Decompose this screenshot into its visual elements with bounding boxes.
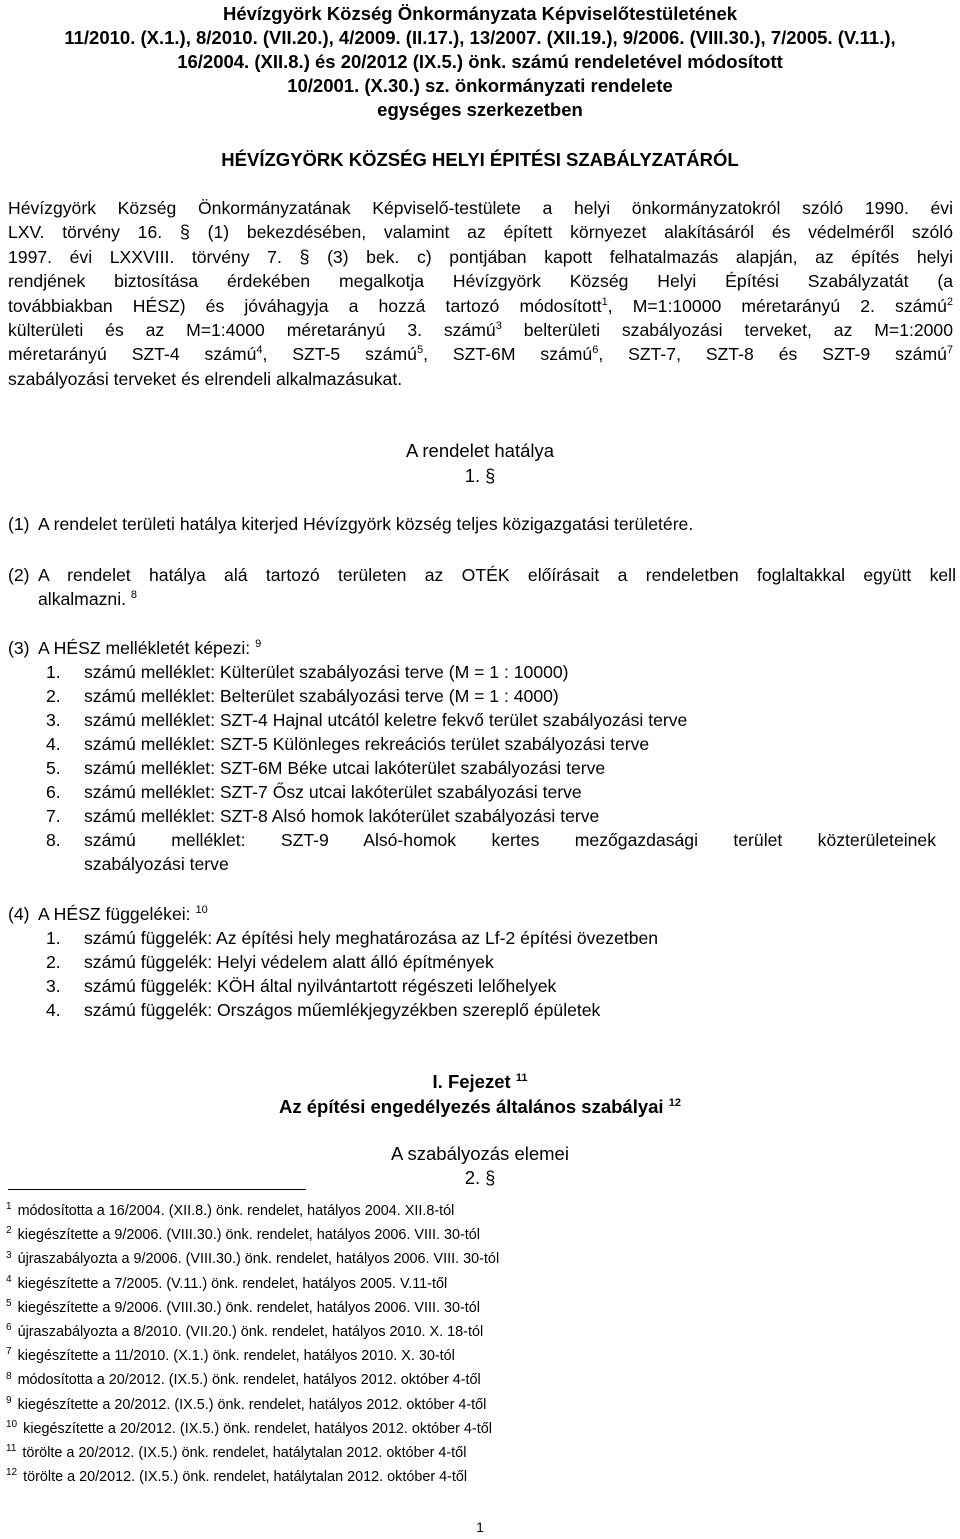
footnote-ref[interactable]: 5: [416, 344, 424, 357]
footnote-ref[interactable]: 6: [592, 344, 599, 357]
paragraph-1: (1) A rendelet területi hatálya kiterjed Hévízgyörk község teljes közigazgatási területére.: [8, 514, 694, 534]
list-item: 3. számú függelék: KÖH által nyilvántartott régészeti lelőhelyek: [46, 976, 557, 996]
footnote: $^7$ kiegészítette a 11/2010. (X.1.) önk. rendelet, hatályos 2010. X. 30-tól: [6, 1346, 455, 1365]
footnote-ref[interactable]: 9: [255, 638, 262, 651]
preamble-line: továbbiakban HÉSZ) és jóváhagyja a hozzá tartozó módosított$^1$, M=1:10000 méretarányú 2. számú$^2$: [8, 295, 953, 316]
list-item: 7. számú melléklet: SZT-8 Alsó homok lakóterület szabályozási terve: [46, 806, 600, 826]
section-heading: A rendelet hatálya: [405, 440, 555, 461]
list-item: 2. számú függelék: Helyi védelem alatt álló építmények: [46, 952, 494, 972]
footnote-ref[interactable]: 12: [668, 1096, 681, 1109]
document-header: [0, 2, 960, 122]
footnote: $^9$ kiegészítette a 20/2012. (IX.5.) önk. rendelet, hatályos 2012. október 4-től: [6, 1394, 487, 1413]
preamble-line: Hévízgyörk Község Önkormányzatának Képviselő-testülete a helyi önkormányzatokról szóló 1990. évi: [8, 198, 953, 218]
paragraph-4: (4) A HÉSZ függelékei: $^{10}$: [8, 904, 208, 924]
footnote-ref[interactable]: 3: [495, 320, 502, 333]
footnotes: [6, 1199, 906, 1489]
footnote: $^4$ kiegészítette a 7/2005. (V.11.) önk. rendelet, hatályos 2005. V.11-től: [6, 1273, 448, 1292]
header-line: 11/2010. (X.1.), 8/2010. (VII.20.), 4/2009. (II.17.), 13/2007. (XII.19.), 9/2006. (VIII.30.), 7/2005. (V.11.),: [64, 27, 896, 48]
header-line: 16/2004. (XII.8.) és 20/2012 (IX.5.) önk. számú rendeletével módosított: [177, 51, 783, 72]
preamble-line: szabályozási terveket és elrendeli alkalmazásukat.: [8, 368, 403, 389]
section-heading: A szabályozás elemei: [391, 1143, 569, 1164]
footnote-divider: [8, 1189, 306, 1190]
section-sign-icon: §: [299, 246, 310, 267]
preamble-line: 1997. évi LXXVIII. törvény 7. § (3) bek. c) pontjában kapott felhatalmazás alapján, az építés helyi: [8, 246, 953, 267]
footnote-ref[interactable]: 2: [946, 295, 953, 308]
page-number: 1: [476, 1519, 484, 1535]
header-line: 10/2001. (X.30.) sz. önkormányzati rendelete: [287, 75, 673, 96]
list-item: 4. számú függelék: Országos műemlékjegyzékben szereplő épületek: [46, 1000, 601, 1020]
section-number: 2. §: [464, 1167, 496, 1188]
paragraph-2: (2) A rendelet hatálya alá tartozó területen az OTÉK előírásait a rendeletben foglaltakkal együtt kell alkalmazni. $^8$: [8, 565, 956, 609]
list-item: 5. számú melléklet: SZT-6M Béke utcai lakóterület szabályozási terve: [46, 758, 606, 778]
footnote: $^3$ újraszabályozta a 9/2006. (VIII.30.) önk. rendelet, hatályos 2006. VIII. 30-tól: [6, 1249, 500, 1268]
header-line: Hévízgyörk Község Önkormányzata Képviselőtestületének: [222, 3, 738, 24]
list-item: 3. számú melléklet: SZT-4 Hajnal utcától keletre fekvő terület szabályozási terve: [46, 710, 688, 730]
footnote-ref[interactable]: 7: [946, 344, 953, 357]
list-item: 6. számú melléklet: SZT-7 Ősz utcai lakóterület szabályozási terve: [46, 782, 582, 802]
section-sign-icon: §: [485, 466, 496, 486]
footnote: $^{12}$ törölte a 20/2012. (IX.5.) önk. rendelet, hatálytalan 2012. október 4-től: [6, 1467, 468, 1486]
section-number: 1. §: [464, 465, 496, 486]
footnote-ref[interactable]: 11: [515, 1071, 528, 1084]
section-sign-icon: §: [485, 1168, 496, 1188]
chapter-subtitle: Az építési engedélyezés általános szabályai $^{12}$: [279, 1096, 681, 1117]
list-item: 1. számú függelék: Az építési hely meghatározása az Lf-2 építési övezetben: [46, 928, 659, 948]
footnote: $^5$ kiegészítette a 9/2006. (VIII.30.) önk. rendelet, hatályos 2006. VIII. 30-tól: [6, 1298, 480, 1316]
footnote: $^1$ módosította a 16/2004. (XII.8.) önk. rendelet, hatályos 2004. XII.8-tól: [6, 1201, 455, 1219]
list-item: 4. számú melléklet: SZT-5 Különleges rekreációs terület szabályozási terve: [46, 734, 650, 754]
paragraph-3: (3) A HÉSZ mellékletét képezi: $^9$: [8, 638, 262, 658]
list-item: 1. számú melléklet: Külterület szabályozási terve (M = 1 : 10000): [46, 662, 569, 682]
footnote-ref[interactable]: 1: [601, 295, 608, 308]
footnote: $^{10}$ kiegészítette a 20/2012. (IX.5.) önk. rendelet, hatályos 2012. október 4-től: [6, 1419, 492, 1437]
footnote: $^2$ kiegészítette a 9/2006. (VIII.30.) önk. rendelet, hatályos 2006. VIII. 30-tól: [6, 1225, 480, 1244]
footnote-ref[interactable]: 8: [130, 589, 138, 602]
footnote-ref[interactable]: 10: [195, 904, 208, 917]
chapter-title: I. Fejezet $^{11}$: [432, 1071, 528, 1092]
preamble-line: méretarányú SZT-4 számú$^4$, SZT-5 számú$^5$, SZT-6M számú$^6$, SZT-7, SZT-8 és SZT-9 számú$^7$: [8, 344, 953, 365]
page-title: HÉVÍZGYÖRK KÖZSÉG HELYI ÉPITÉSI SZABÁLYZATÁRÓL: [221, 149, 739, 170]
header-line: egységes szerkezetben: [377, 99, 583, 120]
footnote: $^8$ módosította a 20/2012. (IX.5.) önk. rendelet, hatályos 2012. október 4-től: [6, 1370, 481, 1389]
appendix-list: [46, 926, 946, 1022]
section-sign-icon: §: [179, 222, 190, 243]
preamble-line: LXV. törvény 16. § (1) bekezdésében, valamint az épített környezet alakításáról és védelméről szóló: [8, 222, 953, 243]
list-item: 2. számú melléklet: Belterület szabályozási terve (M = 1 : 4000): [46, 686, 559, 706]
footnote-ref[interactable]: 4: [256, 344, 263, 357]
preamble: [8, 196, 953, 391]
footnote: $^6$ újraszabályozta a 8/2010. (VII.20.) önk. rendelet, hatályos 2010. X. 18-tól: [6, 1322, 484, 1341]
list-item: 8. számú melléklet: SZT-9 Alsó-homok kertes mezőgazdasági terület közterületeinek szabályozási terve: [46, 830, 936, 874]
preamble-line: külterületi és az M=1:4000 méretarányú 3. számú$^3$ belterületi szabályozási terveket, az M=1:2000: [8, 320, 953, 341]
preamble-line: rendjének biztosítása érdekében megalkotja Hévízgyörk Község Helyi Építési Szabályzatát (a: [8, 271, 953, 292]
footnote: $^{11}$ törölte a 20/2012. (IX.5.) önk. rendelet, hatálytalan 2012. október 4-től: [6, 1443, 467, 1462]
annex-list: [46, 660, 946, 876]
